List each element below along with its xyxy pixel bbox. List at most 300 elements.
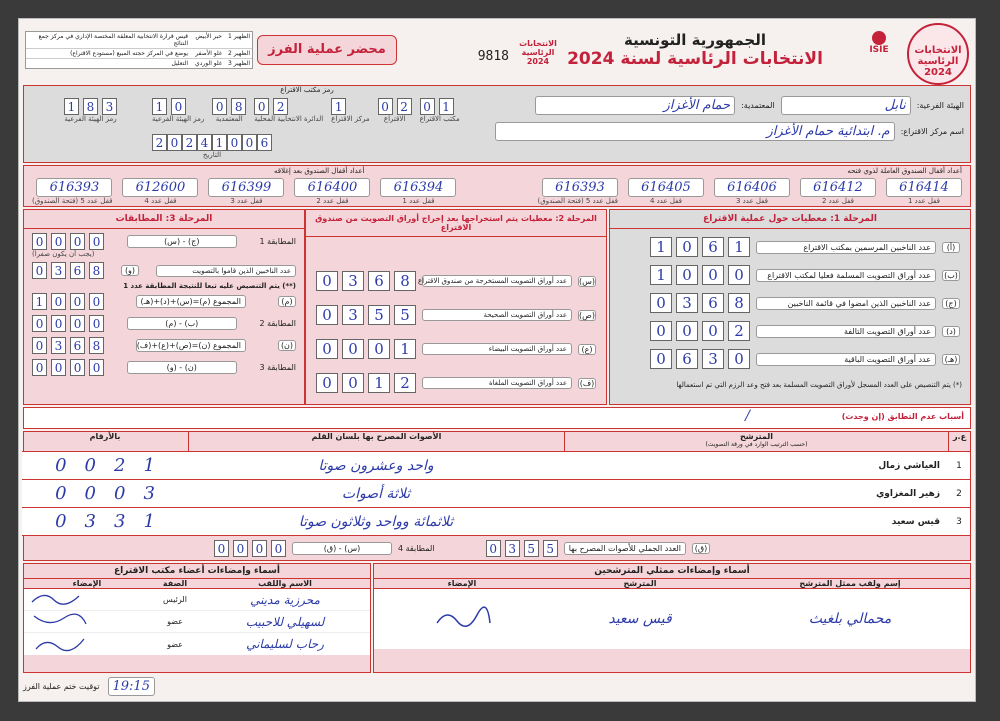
signature-mark-icon xyxy=(24,610,94,630)
row-code: (س) xyxy=(578,276,595,286)
office-row xyxy=(24,611,370,633)
republic-title: الجمهورية التونسية xyxy=(624,31,766,49)
stage1-row xyxy=(610,293,960,313)
count-digit[interactable]: 0 xyxy=(650,349,672,369)
vote-digit[interactable]: 1 xyxy=(143,455,155,476)
code-digit[interactable]: 2 xyxy=(273,98,288,115)
seal-caption: قفل عدد 1 xyxy=(402,197,435,205)
seal-value[interactable]: 616405 xyxy=(628,178,704,197)
seal-value[interactable]: 616394 xyxy=(380,178,456,197)
count-digit[interactable]: 8 xyxy=(728,293,750,313)
office-section xyxy=(23,563,371,673)
count-digit[interactable]: 0 xyxy=(316,305,338,325)
row-code: (ف) xyxy=(579,378,595,388)
form-title: محضر عملية الفرز xyxy=(257,35,397,65)
date-digit[interactable]: 0 xyxy=(227,134,242,151)
candidates-section xyxy=(23,431,971,561)
vote-digit[interactable]: 1 xyxy=(143,511,155,532)
match3-formula: (ن) - (و) xyxy=(127,361,237,374)
date-digit[interactable]: 4 xyxy=(197,134,212,151)
region-digit[interactable]: 1 xyxy=(64,98,79,115)
total-label: العدد الجملي للأصوات المصرح بها xyxy=(564,542,686,555)
vote-digit[interactable]: 0 xyxy=(55,511,67,532)
isie-stamp xyxy=(907,23,969,85)
office-row xyxy=(24,633,370,655)
count-digit[interactable]: 1 xyxy=(650,237,672,257)
office-row xyxy=(24,589,370,611)
seal-before xyxy=(628,178,704,205)
code-group xyxy=(331,98,369,123)
count-digit[interactable]: 0 xyxy=(676,321,698,341)
seal-before xyxy=(886,178,962,205)
signature-mark-icon xyxy=(24,588,94,608)
code-group xyxy=(254,98,323,123)
seals-after-label: أعداد أقفال الصندوق بعد إغلاقه xyxy=(274,167,365,175)
code-digit[interactable]: 0 xyxy=(420,98,435,115)
sum-n-label: المجموع (ن)=(ص)+(ع)+(ف) xyxy=(136,339,246,352)
match-digit[interactable]: 0 xyxy=(32,315,47,332)
date-digit[interactable]: 0 xyxy=(167,134,182,151)
mismatch-label: أسباب عدم التطابق (إن وجدت) xyxy=(841,412,964,421)
office-name[interactable]: محرزية مديني xyxy=(250,592,320,607)
seal-caption: قفل عدد 2 xyxy=(316,197,349,205)
copy-row xyxy=(26,49,252,59)
office-signature[interactable] xyxy=(24,633,150,656)
stage3-title: المرحلة 3: المطابقات xyxy=(24,210,304,229)
count-digit[interactable]: 3 xyxy=(676,293,698,313)
total-row xyxy=(486,540,710,557)
count-digit[interactable]: 6 xyxy=(702,237,724,257)
region-digit[interactable]: 3 xyxy=(102,98,117,115)
count-digit[interactable]: 0 xyxy=(676,237,698,257)
seal-caption: قفل عدد 1 xyxy=(907,197,941,205)
seal-caption: قفل عدد 2 xyxy=(821,197,855,205)
candidate-votes-words[interactable]: واحد وعشرون صوتا xyxy=(318,457,434,474)
count-digit[interactable]: 0 xyxy=(368,339,390,359)
voters-digit[interactable]: 6 xyxy=(70,262,85,279)
code-caption: الدائرة الانتخابية المحلية xyxy=(254,115,324,123)
seals-section xyxy=(23,165,971,207)
voters-digit[interactable]: 8 xyxy=(89,262,104,279)
match-digit[interactable]: 0 xyxy=(32,359,47,376)
seal-value[interactable]: 616414 xyxy=(886,178,962,197)
signature-mark-icon xyxy=(432,603,492,633)
count-digit[interactable]: 1 xyxy=(394,339,416,359)
office-role: عضو xyxy=(167,639,183,649)
seal-after xyxy=(294,178,370,205)
voters-note: (**) يتم التنصيص عليه تبعا للنتيجة المطابقة عدد 1 xyxy=(123,282,296,290)
code-digit[interactable]: 0 xyxy=(254,98,269,115)
vote-digit[interactable]: 0 xyxy=(84,483,96,504)
match-digit[interactable]: 0 xyxy=(89,233,104,250)
copy-value: يوضع في المركز حجته المبيع (مستودع الاقتراع) xyxy=(70,50,188,57)
code-digit[interactable]: 1 xyxy=(152,98,167,115)
candidate-no: 3 xyxy=(956,516,962,527)
seal-value[interactable]: 616400 xyxy=(294,178,370,197)
seal-before xyxy=(714,178,790,205)
date-digit[interactable]: 2 xyxy=(182,134,197,151)
date-digit[interactable]: 0 xyxy=(242,134,257,151)
candidate-row xyxy=(22,480,970,508)
municipality-field[interactable]: حمام الأغزاز xyxy=(535,96,735,115)
candidate-votes-words[interactable]: ثلاثمائة وواحد وثلاثون صوتا xyxy=(298,513,454,530)
signature-mark-icon xyxy=(24,633,94,653)
col-role: الصفة xyxy=(162,579,188,588)
vote-digit[interactable]: 3 xyxy=(114,511,126,532)
seal-value[interactable]: 616393 xyxy=(542,178,618,197)
municipality-label: المعتمدية: xyxy=(741,101,775,110)
region-caption: رمز الهيئة الفرعية xyxy=(64,115,117,123)
copy-value: التعليل xyxy=(171,60,188,67)
match-digit[interactable]: 0 xyxy=(70,233,85,250)
office-title: أسماء وإمضاءات أعضاء مكتب الاقتراع xyxy=(24,564,370,579)
row-label: عدد أوراق التصويت الملغاة xyxy=(422,377,572,389)
match4-row xyxy=(214,540,434,557)
vote-digit[interactable]: 0 xyxy=(55,455,67,476)
count-digit[interactable]: 6 xyxy=(676,349,698,369)
vote-digit[interactable]: 0 xyxy=(55,483,67,504)
match3-label: المطابقة 3 xyxy=(259,363,296,372)
office-name[interactable]: لسهيلي للاحبيب xyxy=(245,614,325,629)
match4-formula: (س) - (ق) xyxy=(292,542,392,555)
sum-digit[interactable]: 3 xyxy=(51,337,66,354)
voters-row xyxy=(32,262,296,279)
match-digit[interactable]: 0 xyxy=(214,540,229,557)
stage1-row xyxy=(610,237,960,257)
stage1-row xyxy=(610,321,960,341)
match-digit[interactable]: 0 xyxy=(271,540,286,557)
seal-value[interactable]: 616399 xyxy=(208,178,284,197)
seals-before-label: أعداد أقفال الصندوق العاملة لذوي فتحه xyxy=(847,167,962,175)
station-code xyxy=(152,98,460,123)
candidate-name: العياشي زمال xyxy=(878,460,940,471)
candidates-header xyxy=(22,432,970,452)
col-rep-candidate: المترشح xyxy=(623,579,657,588)
code-digit[interactable]: 1 xyxy=(439,98,454,115)
tunisia-flag-icon xyxy=(872,31,886,45)
stamp-text: الانتخابات الرئاسية 2024 xyxy=(914,45,962,78)
seal-value[interactable]: 616393 xyxy=(36,178,112,197)
delegation-label: الهيئة الفرعية: xyxy=(916,101,964,110)
match1-row xyxy=(32,233,296,250)
seal-caption: قفل عدد 3 xyxy=(735,197,769,205)
match-digit[interactable]: 0 xyxy=(51,315,66,332)
row-label: عدد أوراق التصويت التالفة xyxy=(756,325,936,338)
copy-label: غلو الأصفر xyxy=(195,50,222,57)
count-digit[interactable]: 0 xyxy=(650,321,672,341)
vote-digit[interactable]: 3 xyxy=(84,511,96,532)
voters-code: (و) xyxy=(121,265,139,276)
row-code: (ج) xyxy=(942,298,960,309)
rep-name[interactable]: محمالي بلغيث xyxy=(808,611,892,627)
code-digit[interactable]: 1 xyxy=(331,98,346,115)
total-digit[interactable]: 5 xyxy=(524,540,539,557)
match-digit[interactable]: 0 xyxy=(51,359,66,376)
match3-row xyxy=(32,359,296,376)
rep-signature[interactable] xyxy=(374,603,550,636)
vote-digit[interactable]: 2 xyxy=(114,455,126,476)
code-caption: الاقتراع xyxy=(383,115,406,123)
end-time-row xyxy=(23,677,155,696)
seal-caption: قفل عدد 5 (فتحة الصندوق) xyxy=(537,197,618,205)
copy-row xyxy=(26,59,252,68)
stage1-row xyxy=(610,265,960,285)
stage2-title: المرحلة 2: معطيات يتم استخراجها بعد إخراج أوراق التصويت من صندوق الاقتراع xyxy=(306,210,606,237)
count-digit[interactable]: 2 xyxy=(394,373,416,393)
vote-digit[interactable]: 0 xyxy=(84,455,96,476)
match-digit[interactable]: 0 xyxy=(233,540,248,557)
seal-after xyxy=(122,178,198,205)
date-digit[interactable]: 6 xyxy=(257,134,272,151)
seal-before xyxy=(538,178,618,205)
total-digit[interactable]: 5 xyxy=(543,540,558,557)
reps-title: أسماء وإمضاءات ممثلي المترشحين xyxy=(374,564,970,579)
count-digit[interactable]: 0 xyxy=(316,271,338,291)
sum-m-row xyxy=(32,293,296,310)
row-label: عدد الناخبين الذين امضوا في قائمة الناخبين xyxy=(756,297,936,310)
match-digit[interactable]: 0 xyxy=(51,233,66,250)
form-number: 9818 xyxy=(477,49,509,64)
seal-after xyxy=(380,178,456,205)
match2-formula: (ب) - (م) xyxy=(127,317,237,330)
election-title: الانتخابات الرئاسية لسنة 2024 xyxy=(567,49,823,69)
voters-label: عدد الناخبين الذين قاموا بالتصويت xyxy=(156,265,296,277)
candidate-no: 2 xyxy=(956,488,962,499)
isie-brand: ISIE xyxy=(869,45,889,55)
count-digit[interactable]: 2 xyxy=(728,321,750,341)
sum-digit[interactable]: 0 xyxy=(89,293,104,310)
row-label: عدد أوراق التصويت الباقية xyxy=(756,353,936,366)
col-candidate-sub: (حسب الترتيب الوارد في ورقة التصويت) xyxy=(705,441,808,448)
total-digit[interactable]: 3 xyxy=(505,540,520,557)
copy-code: الظهير 1 xyxy=(227,33,250,40)
rep-candidate[interactable]: قيس سعيد xyxy=(608,611,672,627)
vote-digit[interactable]: 0 xyxy=(114,483,126,504)
code-group xyxy=(420,98,460,123)
match2-row xyxy=(32,315,296,332)
col-rep-name: إسم ولقب ممثل المترشح xyxy=(799,579,901,588)
copies-table xyxy=(25,31,253,69)
stage2-row xyxy=(306,271,596,291)
reps-header xyxy=(374,579,970,589)
code-caption: مركز الاقتراع xyxy=(331,115,370,123)
mismatch-section xyxy=(23,407,971,429)
count-digit[interactable]: 0 xyxy=(702,321,724,341)
stage2-row xyxy=(306,339,596,359)
col-candidate: المترشح xyxy=(740,432,773,441)
row-label: عدد أوراق التصويت الصحيحة xyxy=(422,309,572,321)
candidate-votes-words[interactable]: ثلاثة أصوات xyxy=(341,485,411,502)
copy-code: الظهير 3 xyxy=(227,60,250,67)
station-section xyxy=(23,85,971,163)
code-digit[interactable]: 8 xyxy=(231,98,246,115)
sum-digit[interactable]: 0 xyxy=(70,293,85,310)
seal-caption: قفل عدد 3 xyxy=(230,197,263,205)
count-digit[interactable]: 5 xyxy=(394,305,416,325)
seals-after xyxy=(32,178,456,205)
col-no: ع.ر xyxy=(948,432,970,451)
match1-label: المطابقة 1 xyxy=(259,237,296,246)
code-digit[interactable]: 2 xyxy=(397,98,412,115)
row-label: عدد أوراق التصويت المستخرجة من صندوق الاقتراع xyxy=(422,275,572,287)
row-label: عدد أوراق التصويت المسلمة فعليا لمكتب الاقتراع xyxy=(756,269,936,282)
col-digits: بالأرقام xyxy=(89,432,121,441)
count-digit[interactable]: 0 xyxy=(316,339,338,359)
voters-digit[interactable]: 3 xyxy=(51,262,66,279)
match-digit[interactable]: 0 xyxy=(252,540,267,557)
code-group xyxy=(212,98,246,123)
code-group xyxy=(152,98,204,123)
count-digit[interactable]: 0 xyxy=(650,293,672,313)
stage1-note: (*) يتم التنصيص على العدد المسجل لأوراق التصويت المسلمة بعد فتح وعد الرزم التي تم استعمالها xyxy=(676,381,962,389)
center-label: اسم مركز الاقتراع: xyxy=(900,127,964,136)
stage1-title: المرحلة 1: معطيات حول عملية الاقتراع xyxy=(610,210,970,229)
code-digit[interactable]: 0 xyxy=(171,98,186,115)
office-signature[interactable] xyxy=(24,610,150,633)
count-digit[interactable]: 0 xyxy=(342,339,364,359)
code-caption: رمز الهيئة الفرعية xyxy=(152,115,205,123)
copy-code: الظهير 2 xyxy=(227,50,250,57)
row-code: (أ) xyxy=(942,242,960,253)
candidate-row xyxy=(22,452,970,480)
vote-digit[interactable]: 3 xyxy=(143,483,155,504)
match-digit[interactable]: 0 xyxy=(32,233,47,250)
election-logo: الانتخابات الرئاسية 2024 xyxy=(519,39,557,66)
code-title: رمز مكتب الاقتراع xyxy=(280,86,334,94)
match1-formula: (ج) - (س) xyxy=(127,235,237,248)
count-digit[interactable]: 5 xyxy=(368,305,390,325)
sum-n-code: (ن) xyxy=(278,340,296,351)
row-code: (هـ) xyxy=(942,354,960,365)
code-group xyxy=(378,98,412,123)
count-digit[interactable]: 0 xyxy=(342,373,364,393)
sum-digit[interactable]: 8 xyxy=(89,337,104,354)
date-field xyxy=(152,134,272,159)
col-office-sig: الإمضاء xyxy=(72,579,102,588)
office-role: عضو xyxy=(167,617,183,626)
count-digit[interactable]: 3 xyxy=(342,271,364,291)
count-digit[interactable]: 8 xyxy=(394,271,416,291)
office-role: الرئيس xyxy=(163,595,187,604)
stage1-section xyxy=(609,209,971,405)
row-code: (ب) xyxy=(942,270,960,281)
stage3-section xyxy=(23,209,305,405)
row-code: (ص) xyxy=(579,310,595,320)
row-label: عدد الناخبين المرسمين بمكتب الاقتراع xyxy=(756,241,936,254)
region-code xyxy=(64,98,117,123)
count-digit[interactable]: 0 xyxy=(728,349,750,369)
count-digit[interactable]: 6 xyxy=(368,271,390,291)
match2-label: المطابقة 2 xyxy=(259,319,296,328)
sum-digit[interactable]: 0 xyxy=(32,337,47,354)
count-digit[interactable]: 1 xyxy=(368,373,390,393)
seal-after xyxy=(208,178,284,205)
row-code: (ع) xyxy=(578,344,596,355)
date-digit[interactable]: 1 xyxy=(212,134,227,151)
count-digit[interactable]: 3 xyxy=(702,349,724,369)
seal-caption: قفل عدد 5 (فتحة الصندوق) xyxy=(32,197,113,205)
center-field[interactable]: م. ابتدائية حمام الأغزاز xyxy=(495,122,895,141)
row-code: (د) xyxy=(942,326,960,337)
total-code: (ق) xyxy=(692,543,710,554)
seal-value[interactable]: 612600 xyxy=(122,178,198,197)
stage2-row xyxy=(306,373,596,393)
total-digit[interactable]: 0 xyxy=(486,540,501,557)
count-digit[interactable]: 0 xyxy=(676,265,698,285)
copy-value: قيس قرارة الانتخابية المعلقة المختصة الإداري في مركز جمع النتائج xyxy=(38,33,188,47)
rep-row xyxy=(374,589,970,649)
seal-caption: قفل عدد 4 xyxy=(144,197,177,205)
candidate-no: 1 xyxy=(956,460,962,471)
candidate-rows xyxy=(22,452,970,536)
match-digit[interactable]: 0 xyxy=(89,315,104,332)
count-digit[interactable]: 0 xyxy=(316,373,338,393)
code-caption: المعتمدية xyxy=(215,115,243,123)
stage1-row xyxy=(610,349,960,369)
count-digit[interactable]: 6 xyxy=(702,293,724,313)
seals-before xyxy=(538,178,962,205)
candidate-name: قيس سعيد xyxy=(891,516,940,527)
isie-logo xyxy=(859,31,899,75)
office-signature[interactable] xyxy=(24,588,150,611)
seal-value[interactable]: 616412 xyxy=(800,178,876,197)
match-digit[interactable]: 0 xyxy=(70,359,85,376)
col-member: الاسم واللقب xyxy=(258,579,312,588)
sum-digit[interactable]: 0 xyxy=(51,293,66,310)
tally-sheet xyxy=(18,18,976,702)
col-rep-sig: الإمضاء xyxy=(447,579,477,588)
code-digit[interactable]: 0 xyxy=(212,98,227,115)
date-caption: التاريخ xyxy=(202,151,222,159)
count-digit[interactable]: 1 xyxy=(728,237,750,257)
sum-m-code: (م) xyxy=(278,296,296,307)
mismatch-field[interactable]: / xyxy=(745,408,750,424)
copy-label: حبر الأبيض xyxy=(195,33,222,40)
match-digit[interactable]: 0 xyxy=(89,359,104,376)
voters-digit[interactable]: 0 xyxy=(32,262,47,279)
code-digit[interactable]: 0 xyxy=(378,98,393,115)
count-digit[interactable]: 1 xyxy=(650,265,672,285)
region-digit[interactable]: 8 xyxy=(83,98,98,115)
office-name[interactable]: رحاب لسليماني xyxy=(246,637,324,651)
match-digit[interactable]: 0 xyxy=(70,315,85,332)
reps-section xyxy=(373,563,971,673)
col-words: الأصوات المصرح بها بلسان القلم xyxy=(188,432,564,451)
stage2-row xyxy=(306,305,596,325)
date-digit[interactable]: 2 xyxy=(152,134,167,151)
delegation-field[interactable]: نابل xyxy=(781,96,911,115)
row-label: عدد أوراق التصويت البيضاء xyxy=(422,343,572,355)
copy-label: غلو الوردي xyxy=(195,60,222,67)
sum-m-label: المجموع (م)=(س)+(د)+(هـ) xyxy=(136,295,246,308)
seal-after xyxy=(32,178,112,205)
candidate-name: زهير المغزاوي xyxy=(876,488,940,499)
code-caption: مكتب الاقتراع xyxy=(419,115,460,123)
count-digit[interactable]: 3 xyxy=(342,305,364,325)
end-time-label: توقيت ختم عملية الفرز xyxy=(23,682,100,691)
sum-digit[interactable]: 1 xyxy=(32,293,47,310)
count-digit[interactable]: 0 xyxy=(702,265,724,285)
match4-label: المطابقة 4 xyxy=(398,544,435,553)
seal-caption: قفل عدد 4 xyxy=(649,197,683,205)
match1-hint: (يجب أن يكون صفرا) xyxy=(32,250,95,258)
sum-n-row xyxy=(32,337,296,354)
stage2-section xyxy=(305,209,607,405)
count-digit[interactable]: 0 xyxy=(728,265,750,285)
seal-value[interactable]: 616406 xyxy=(714,178,790,197)
sum-digit[interactable]: 6 xyxy=(70,337,85,354)
end-time-field[interactable]: 19:15 xyxy=(108,677,155,696)
